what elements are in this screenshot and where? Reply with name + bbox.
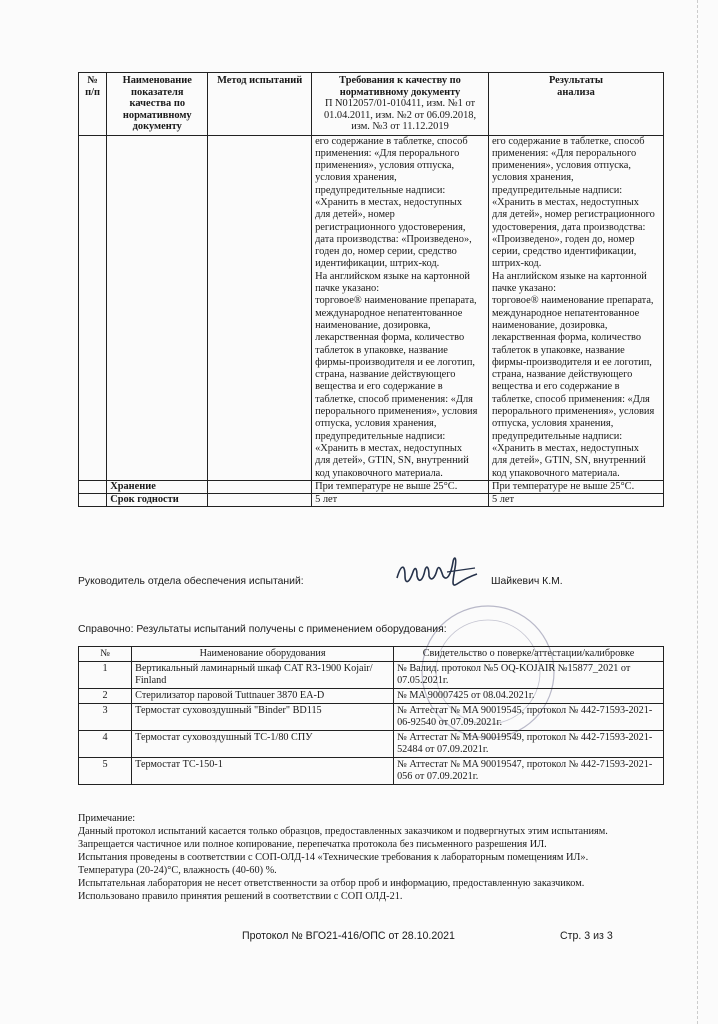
table-row [79, 494, 664, 507]
cell-method [208, 494, 312, 507]
equip-certificate: № Валид. протокол №5 OQ-KOJAIR №15877_2021 от 07.05.2021г. [394, 662, 664, 689]
footer-protocol-number: Протокол № ВГО21-416/ОПС от 28.10.2021 [242, 930, 455, 942]
equip-header-name: Наименование оборудования [132, 647, 394, 662]
signatory-name: Шайкевич К.М. [491, 576, 563, 587]
equipment-table [78, 646, 664, 785]
cell-requirement: его содержание в таблетке, способ применения: «Для перорального применения», условия отпуска, условия хранения, предупредительные надписи: «Хранить в местах, недоступных для детей», номер регистрационного удостоверения, дата производства: «Произведено», годен до, номер серии, средство идентификации, штрих-код. На английском языке на картонной пачке указано: торговое® наименование препарата, международное непатентованное наименование, дозировка, лекарственная форма, количество таблеток в упаковке, название фирмы-производителя и ее логотип, страна, название действующего вещества и его содержание в таблетке, способ применения: «Для перорального применения», условия отпуска, условия хранения, предупредительные надписи: «Хранить в местах, недоступных для детей», GTIN, SN, внутренний код упаковочного материала. [312, 135, 489, 480]
cell-result: При температуре не выше 25°С. [488, 480, 663, 493]
cell-indicator [107, 135, 208, 480]
signature-label: Руководитель отдела обеспечения испытаний: [78, 576, 304, 587]
table-row [79, 758, 664, 785]
note-line: Температура (20-24)°С, влажность (40-60) %. [78, 865, 277, 876]
scan-edge [696, 0, 698, 1024]
equipment-header-row [79, 647, 664, 662]
note-line: Запрещается частичное или полное копирование, перепечатка протокола без письменного разрешения ИЛ. [78, 839, 547, 850]
equip-name: Термостат ТС-150-1 [132, 758, 394, 785]
equip-name: Термостат суховоздушный "Binder" BD115 [132, 704, 394, 731]
header-requirements-doc: П N012057/01-010411, изм. №1 от 01.04.2011, изм. №2 от 06.09.2018, изм. №3 от 11.12.2019 [323, 98, 477, 132]
cell-result: 5 лет [488, 494, 663, 507]
cell-method [208, 135, 312, 480]
cell-requirement: 5 лет [312, 494, 489, 507]
cell-num [79, 135, 107, 480]
notes-title: Примечание: [78, 813, 136, 824]
cell-indicator: Срок годности [107, 494, 208, 507]
cell-requirement: При температуре не выше 25°С. [312, 480, 489, 493]
header-requirements [312, 73, 489, 136]
equip-name: Вертикальный ламинарный шкаф CAT R3-1900 Kojair/ Finland [132, 662, 394, 689]
cell-method [208, 480, 312, 493]
header-num: № п/п [79, 73, 107, 136]
note-line: Испытательная лаборатория не несет ответственности за отбор проб и информацию, предоставленную заказчиком. [78, 878, 585, 889]
header-requirements-title: Требования к качеству по нормативному документу [339, 75, 461, 98]
equip-num: 1 [79, 662, 132, 689]
equip-certificate: № Аттестат № MA 90019549, протокол № 442-71593-2021- 52484 от 07.09.2021г. [394, 731, 664, 758]
header-results: Результаты анализа [488, 73, 663, 136]
table-row [79, 662, 664, 689]
table-row [79, 480, 664, 493]
equip-name: Стерилизатор паровой Tuttnauer 3870 EA-D [132, 689, 394, 704]
cell-indicator: Хранение [107, 480, 208, 493]
note-line: Данный протокол испытаний касается только образцов, предоставленных заказчиком и подвергнутых этим испытаниям. [78, 826, 608, 837]
table-header-row [79, 73, 664, 136]
note-line: Испытания проведены в соответствии с СОП-ОЛД-14 «Технические требования к лабораторным помещениям ИЛ». [78, 852, 589, 863]
table-row [79, 704, 664, 731]
equip-certificate: № MA 90007425 от 08.04.2021г. [394, 689, 664, 704]
header-method: Метод испытаний [208, 73, 312, 136]
table-row [79, 731, 664, 758]
header-indicator: Наименование показателя качества по нормативному документу [107, 73, 208, 136]
equip-header-num: № [79, 647, 132, 662]
equip-certificate: № Аттестат № MA 90019545, протокол № 442-71593-2021- 06-92540 от 07.09.2021г. [394, 704, 664, 731]
cell-result: его содержание в таблетке, способ применения: «Для перорального применения», условия отпуска, условия хранения, предупредительные надписи: «Хранить в местах, недоступных для детей», номер регистрационного удостоверения, дата производства: «Произведено», годен до, номер серии, средство идентификации, штрих-код. На английском языке на картонной пачке указано: торговое® наименование препарата, международное непатентованное наименование, дозировка, лекарственная форма, количество таблеток в упаковке, название фирмы-производителя и ее логотип, страна, название действующего вещества и его содержание в таблетке, способ применения: «Для перорального применения», условия отпуска, условия хранения, предупредительные надписи: «Хранить в местах, недоступных для детей», GTIN, SN, внутренний код упаковочного материала. [488, 135, 663, 480]
table-row [79, 135, 664, 480]
requirements-table [78, 72, 664, 507]
cell-num [79, 480, 107, 493]
cell-num [79, 494, 107, 507]
notes-section [78, 812, 668, 903]
equip-num: 3 [79, 704, 132, 731]
equip-name: Термостат суховоздушный ТС-1/80 СПУ [132, 731, 394, 758]
equip-num: 4 [79, 731, 132, 758]
equip-header-certificate: Свидетельство о поверке/аттестации/калибровке [394, 647, 664, 662]
equip-num: 2 [79, 689, 132, 704]
handwritten-signature [391, 554, 481, 594]
reference-line: Справочно: Результаты испытаний получены с применением оборудования: [78, 624, 447, 635]
equip-certificate: № Аттестат № MA 90019547, протокол № 442-71593-2021- 056 от 07.09.2021г. [394, 758, 664, 785]
footer-page-number: Стр. 3 из 3 [560, 930, 613, 942]
equip-num: 5 [79, 758, 132, 785]
note-line: Использовано правило принятия решений в соответствии с СОП ОЛД-21. [78, 891, 403, 902]
table-row [79, 689, 664, 704]
